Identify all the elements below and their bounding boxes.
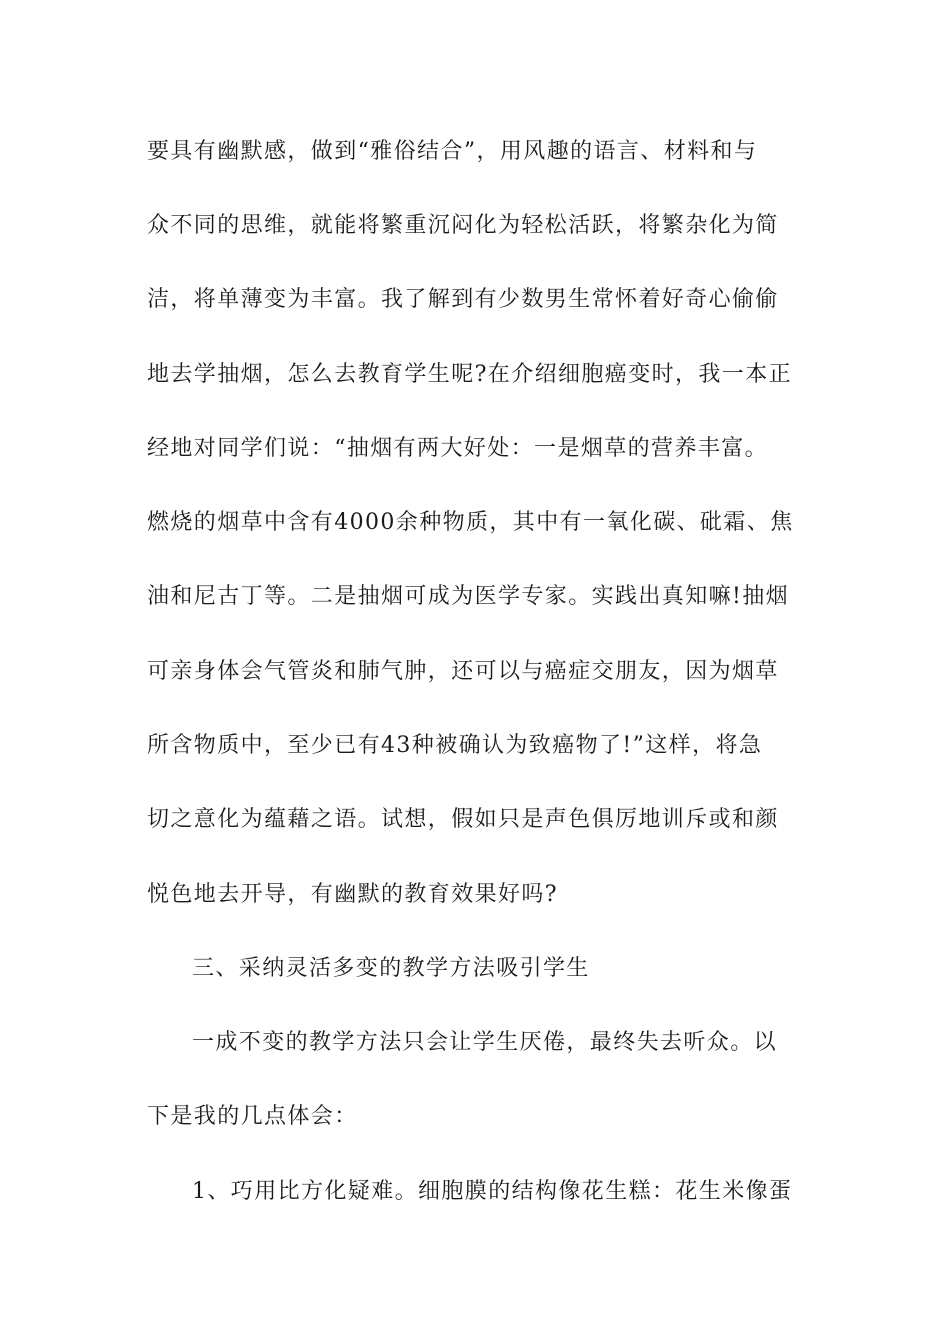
text-line: 一成不变的教学方法只会让学生厌倦，最终失去听众。以 (192, 1030, 778, 1055)
text-line: 燃烧的烟草中含有4000余种物质，其中有一氧化碳、砒霜、焦 (147, 510, 794, 535)
text-line: 1、巧用比方化疑难。细胞膜的结构像花生糕：花生米像蛋 (192, 1179, 793, 1204)
text-line: 洁，将单薄变为丰富。我了解到有少数男生常怀着好奇心偷偷 (147, 287, 779, 312)
text-line: 地去学抽烟，怎么去教育学生呢?在介绍细胞癌变时，我一本正 (147, 362, 792, 387)
text-line: 可亲身体会气管炎和肺气肿，还可以与癌症交朋友，因为烟草 (147, 659, 779, 684)
text-line: 下是我的几点体会： (147, 1104, 358, 1129)
text-line: 悦色地去开导，有幽默的教育效果好吗? (147, 882, 558, 907)
text-line: 要具有幽默感，做到“雅俗结合”，用风趣的语言、材料和与 (147, 139, 758, 164)
text-line: 切之意化为蕴藉之语。试想，假如只是声色俱厉地训斥或和颜 (147, 807, 779, 832)
section-heading: 三、采纳灵活多变的教学方法吸引学生 (192, 956, 590, 981)
text-line: 油和尼古丁等。二是抽烟可成为医学专家。实践出真知嘛!抽烟 (147, 584, 790, 609)
text-line: 众不同的思维，就能将繁重沉闷化为轻松活跃，将繁杂化为简 (147, 213, 779, 238)
text-line: 经地对同学们说：“抽烟有两大好处：一是烟草的营养丰富。 (147, 436, 769, 461)
text-line: 所含物质中，至少已有43种被确认为致癌物了!”这样，将急 (147, 733, 763, 758)
